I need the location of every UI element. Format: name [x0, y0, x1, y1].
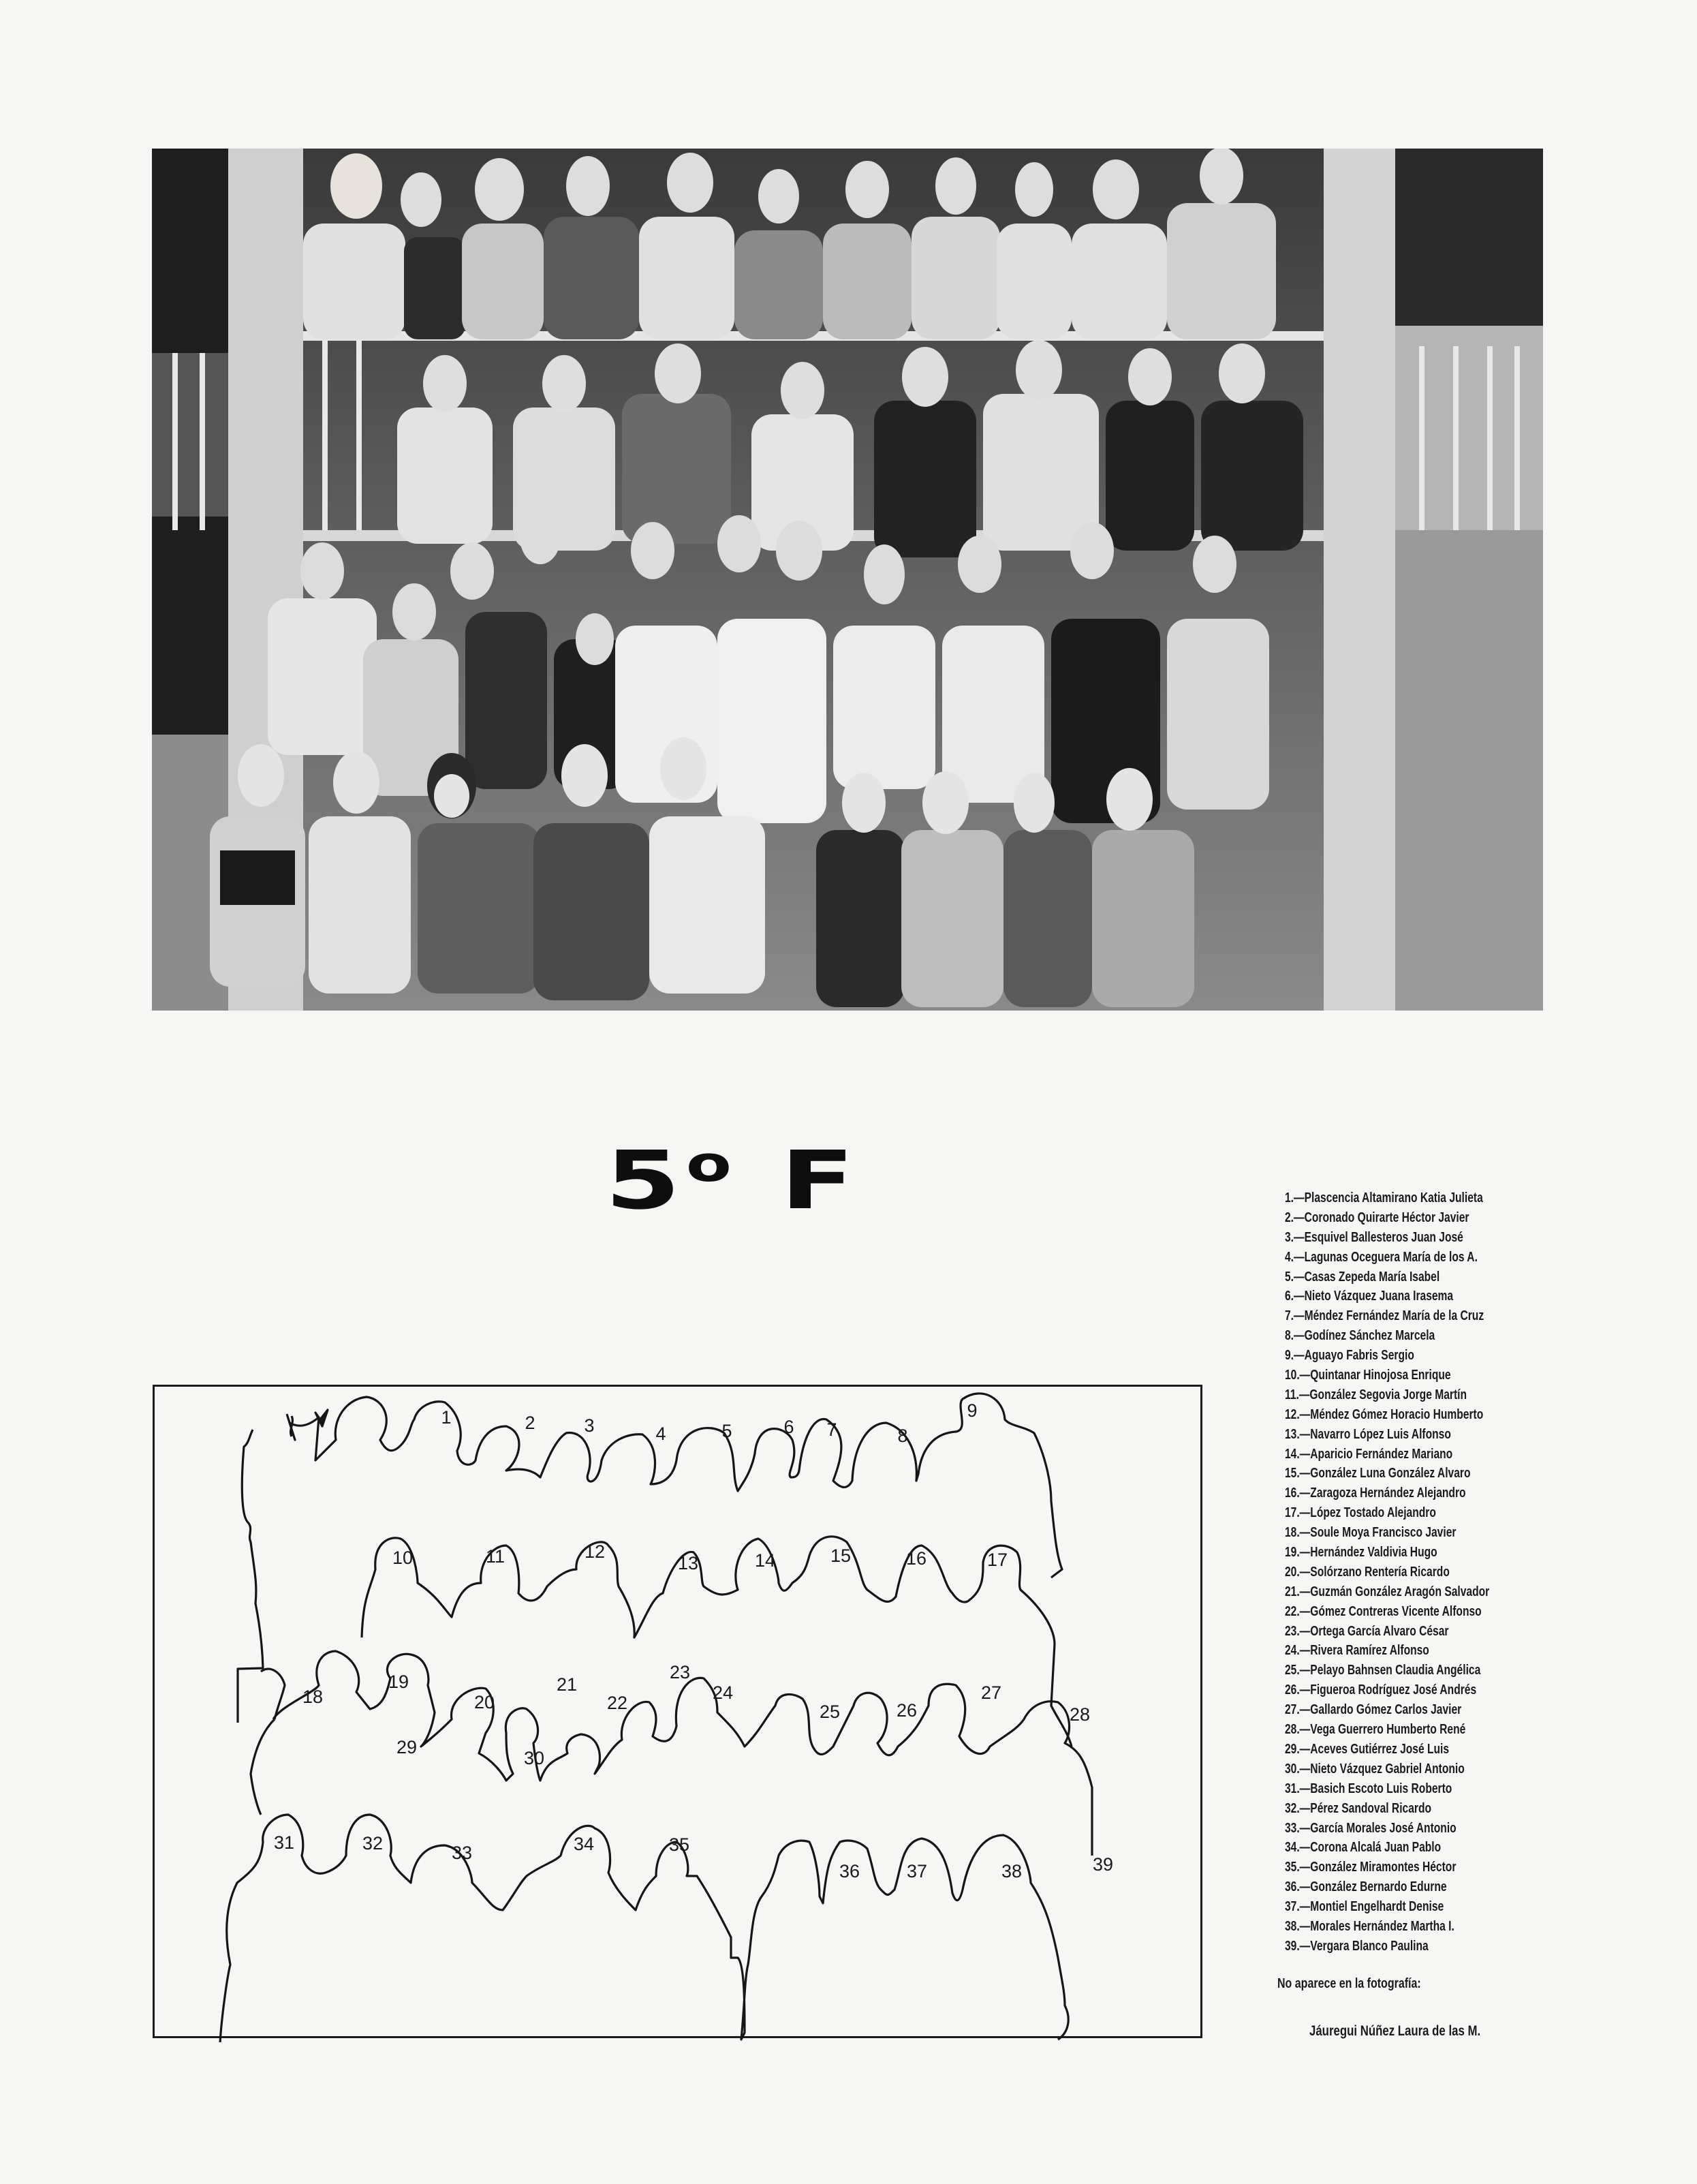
- svg-text:34: 34: [573, 1834, 595, 1854]
- svg-text:7: 7: [826, 1419, 837, 1440]
- svg-text:19: 19: [388, 1672, 409, 1692]
- roster-item: 21.—Guzmán González Aragón Salvador: [1285, 1584, 1490, 1599]
- roster-item: 24.—Rivera Ramírez Alfonso: [1285, 1643, 1429, 1659]
- roster-item: 35.—González Miramontes Héctor: [1285, 1860, 1457, 1875]
- roster-item: 9.—Aguayo Fabris Sergio: [1285, 1348, 1414, 1364]
- roster-item: 3.—Esquivel Ballesteros Juan José: [1285, 1229, 1463, 1245]
- roster-item: 25.—Pelayo Bahnsen Claudia Angélica: [1285, 1663, 1481, 1678]
- roster-item: 8.—Godínez Sánchez Marcela: [1285, 1328, 1435, 1344]
- svg-text:35: 35: [668, 1834, 690, 1855]
- roster-item: 10.—Quintanar Hinojosa Enrique: [1285, 1368, 1451, 1383]
- roster-item: 11.—González Segovia Jorge Martín: [1285, 1387, 1467, 1402]
- roster-item: 2.—Coronado Quirarte Héctor Javier: [1285, 1210, 1469, 1225]
- roster-item: 28.—Vega Guerrero Humberto René: [1285, 1722, 1466, 1738]
- title-ordinal: o: [685, 1135, 737, 1193]
- roster-item: 34.—Corona Alcalá Juan Pablo: [1285, 1840, 1442, 1856]
- roster-item: 1.—Plascencia Altamirano Katia Julieta: [1285, 1190, 1483, 1205]
- roster-item: 15.—González Luna González Alvaro: [1285, 1466, 1471, 1481]
- svg-text:32: 32: [362, 1833, 384, 1854]
- svg-text:18: 18: [302, 1687, 324, 1707]
- silhouette-key-diagram: [153, 1385, 1202, 2038]
- svg-text:13: 13: [677, 1553, 699, 1573]
- svg-text:6: 6: [783, 1417, 794, 1437]
- silhouette-outline: [153, 1385, 1206, 2042]
- roster-item: 17.—López Tostado Alejandro: [1285, 1505, 1436, 1521]
- svg-text:36: 36: [839, 1861, 860, 1881]
- svg-text:37: 37: [906, 1861, 928, 1881]
- svg-text:33: 33: [451, 1843, 473, 1863]
- roster-item: 27.—Gallardo Gómez Carlos Javier: [1285, 1702, 1462, 1718]
- roster-item: 39.—Vergara Blanco Paulina: [1285, 1938, 1429, 1954]
- roster-item: 19.—Hernández Valdivia Hugo: [1285, 1545, 1437, 1560]
- roster-item: 7.—Méndez Fernández María de la Cruz: [1285, 1308, 1484, 1324]
- svg-text:28: 28: [1069, 1704, 1091, 1725]
- svg-text:2: 2: [525, 1413, 535, 1433]
- svg-text:11: 11: [485, 1546, 505, 1567]
- svg-text:39: 39: [1092, 1854, 1114, 1875]
- svg-text:23: 23: [669, 1662, 691, 1682]
- roster-item: 31.—Basich Escoto Luis Roberto: [1285, 1781, 1452, 1796]
- roster-item: 37.—Montiel Engelhardt Denise: [1285, 1899, 1444, 1915]
- absent-label: No aparece en la fotografía:: [1277, 1976, 1421, 1991]
- svg-text:10: 10: [392, 1548, 414, 1568]
- svg-text:9: 9: [967, 1400, 978, 1421]
- absent-student-name: Jáuregui Núñez Laura de las M.: [1309, 2023, 1481, 2039]
- svg-text:1: 1: [441, 1407, 452, 1428]
- roster-item: 12.—Méndez Gómez Horacio Humberto: [1285, 1406, 1484, 1422]
- student-roster: [1285, 1188, 1557, 1956]
- roster-item: 29.—Aceves Gutiérrez José Luis: [1285, 1741, 1450, 1757]
- roster-item: 23.—Ortega García Alvaro César: [1285, 1623, 1449, 1639]
- svg-text:4: 4: [655, 1424, 666, 1444]
- svg-text:24: 24: [712, 1682, 734, 1703]
- roster-item: 13.—Navarro López Luis Alfonso: [1285, 1426, 1451, 1442]
- svg-text:38: 38: [1001, 1861, 1023, 1881]
- svg-text:14: 14: [754, 1550, 776, 1571]
- svg-text:20: 20: [473, 1692, 495, 1712]
- svg-text:29: 29: [396, 1737, 418, 1757]
- roster-item: 14.—Aparicio Fernández Mariano: [1285, 1446, 1453, 1462]
- svg-text:12: 12: [584, 1541, 606, 1562]
- svg-text:26: 26: [896, 1700, 918, 1721]
- svg-text:16: 16: [905, 1548, 927, 1569]
- roster-item: 20.—Solórzano Rentería Ricardo: [1285, 1564, 1450, 1580]
- roster-item: 6.—Nieto Vázquez Juana Irasema: [1285, 1289, 1454, 1304]
- svg-text:30: 30: [523, 1748, 545, 1768]
- svg-text:5: 5: [721, 1421, 732, 1441]
- svg-text:15: 15: [830, 1545, 852, 1566]
- title-number: 5: [605, 1133, 686, 1227]
- svg-text:22: 22: [606, 1693, 628, 1713]
- svg-text:17: 17: [986, 1550, 1008, 1570]
- roster-item: 32.—Pérez Sandoval Ricardo: [1285, 1800, 1432, 1816]
- svg-text:31: 31: [273, 1832, 295, 1853]
- diagram-number-labels: [274, 1400, 1113, 1881]
- roster-item: 16.—Zaragoza Hernández Alejandro: [1285, 1486, 1466, 1501]
- roster-item: 4.—Lagunas Oceguera María de los A.: [1285, 1249, 1478, 1265]
- roster-item: 36.—González Bernardo Edurne: [1285, 1879, 1447, 1895]
- title-group: F: [780, 1133, 860, 1227]
- roster-item: 18.—Soule Moya Francisco Javier: [1285, 1525, 1457, 1541]
- roster-item: 33.—García Morales José Antonio: [1285, 1820, 1457, 1836]
- svg-text:21: 21: [556, 1674, 578, 1695]
- roster-item: 30.—Nieto Vázquez Gabriel Antonio: [1285, 1761, 1465, 1777]
- roster-item: 5.—Casas Zepeda María Isabel: [1285, 1269, 1440, 1285]
- svg-text:25: 25: [819, 1702, 841, 1722]
- page-title: [605, 1133, 860, 1227]
- class-photo: [152, 149, 1543, 1011]
- roster-item: 38.—Morales Hernández Martha I.: [1285, 1918, 1454, 1934]
- roster-item: 26.—Figueroa Rodríguez José Andrés: [1285, 1682, 1477, 1698]
- svg-text:3: 3: [584, 1415, 595, 1436]
- svg-text:8: 8: [897, 1426, 908, 1446]
- roster-item: 22.—Gómez Contreras Vicente Alfonso: [1285, 1603, 1482, 1619]
- class-photo-image: [152, 149, 1543, 1011]
- svg-text:27: 27: [980, 1682, 1002, 1703]
